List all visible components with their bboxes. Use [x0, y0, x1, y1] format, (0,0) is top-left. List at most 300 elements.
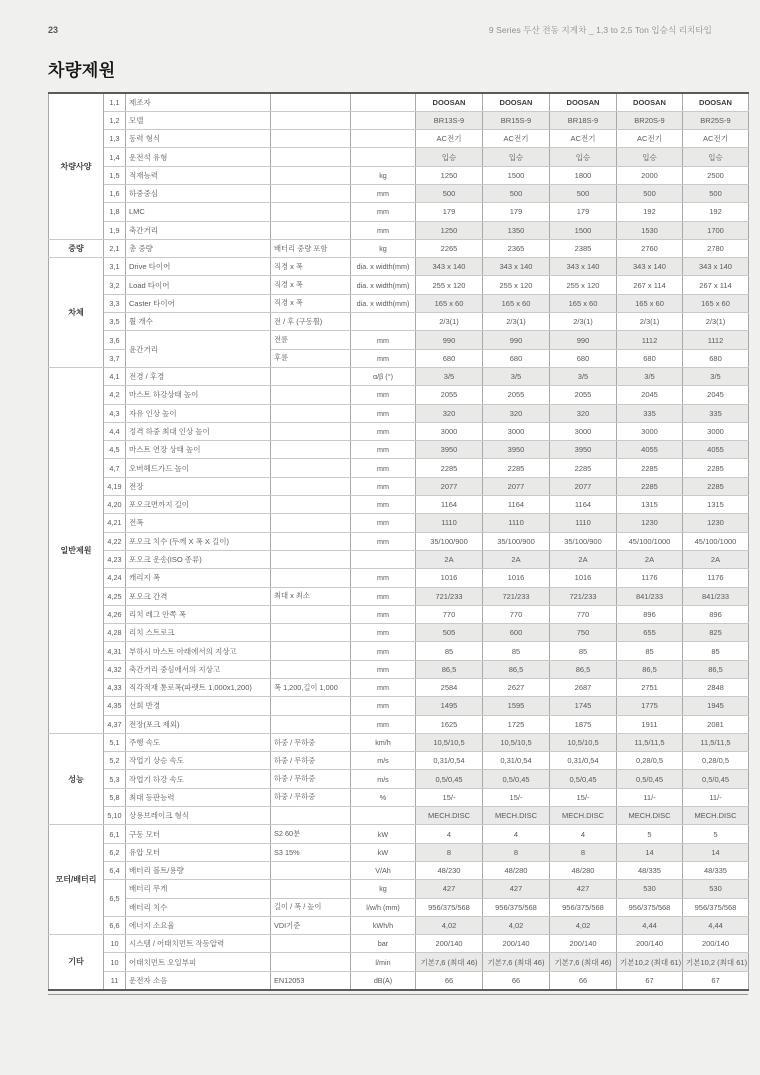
row-number: 3,6 — [104, 331, 126, 349]
value-cell: 2/3(1) — [483, 313, 550, 331]
row-label: 운전자 소음 — [126, 971, 271, 989]
row-label: 선회 반경 — [126, 697, 271, 715]
value-cell: 721/233 — [550, 587, 617, 605]
row-number: 5,2 — [104, 752, 126, 770]
value-cell: DOOSAN — [550, 93, 617, 111]
value-cell: 2045 — [617, 386, 683, 404]
row-sublabel: 하중 / 무하중 — [271, 770, 351, 788]
row-sublabel: 전 / 후 (구동휠) — [271, 313, 351, 331]
row-unit: % — [351, 788, 416, 806]
row-sublabel — [271, 697, 351, 715]
row-sublabel — [271, 660, 351, 678]
row-number: 5,8 — [104, 788, 126, 806]
table-row — [49, 935, 749, 953]
row-label: 축간거리 — [126, 221, 271, 239]
value-cell: 2285 — [683, 459, 749, 477]
row-number: 1,5 — [104, 166, 126, 184]
row-unit — [351, 93, 416, 111]
row-label: 하중중심 — [126, 184, 271, 202]
value-cell: 320 — [483, 404, 550, 422]
value-cell: 45/100/1000 — [683, 532, 749, 550]
value-cell: 427 — [550, 880, 617, 898]
row-sublabel: 하중 / 무하중 — [271, 733, 351, 751]
row-label: 전장 — [126, 477, 271, 495]
value-cell: 45/100/1000 — [617, 532, 683, 550]
value-cell: AC전기 — [617, 130, 683, 148]
value-cell: 85 — [483, 642, 550, 660]
value-cell: 1016 — [416, 569, 483, 587]
row-number: 4,1 — [104, 367, 126, 385]
row-unit: mm — [351, 203, 416, 221]
row-unit: mm — [351, 569, 416, 587]
row-label: 리치 레그 안쪽 폭 — [126, 605, 271, 623]
row-sublabel: 폭 1,200,길이 1,000 — [271, 679, 351, 697]
value-cell: DOOSAN — [617, 93, 683, 111]
value-cell: 427 — [416, 880, 483, 898]
value-cell: 335 — [683, 404, 749, 422]
value-cell: BR25S-9 — [683, 111, 749, 129]
spec-table-body — [49, 93, 749, 990]
row-sublabel — [271, 532, 351, 550]
table-row — [49, 660, 749, 678]
table-row — [49, 624, 749, 642]
row-unit: V/Ah — [351, 861, 416, 879]
value-cell: 1164 — [483, 496, 550, 514]
row-sublabel — [271, 807, 351, 825]
row-sublabel — [271, 861, 351, 879]
value-cell: 2/3(1) — [550, 313, 617, 331]
row-number: 5,3 — [104, 770, 126, 788]
value-cell: 165 x 60 — [683, 294, 749, 312]
value-cell: 3950 — [483, 441, 550, 459]
value-cell: 721/233 — [416, 587, 483, 605]
row-unit: α/β (°) — [351, 367, 416, 385]
value-cell: BR15S-9 — [483, 111, 550, 129]
value-cell: 680 — [550, 349, 617, 367]
row-sublabel: EN12053 — [271, 971, 351, 989]
value-cell: 2077 — [483, 477, 550, 495]
value-cell: 4,44 — [683, 916, 749, 934]
spec-table — [48, 92, 749, 991]
value-cell: 8 — [416, 843, 483, 861]
value-cell: 500 — [683, 184, 749, 202]
row-label: 부하시 마스트 아래에서의 지상고 — [126, 642, 271, 660]
row-label: 전폭 — [126, 514, 271, 532]
value-cell: 35/100/900 — [483, 532, 550, 550]
row-label: 오버헤드가드 높이 — [126, 459, 271, 477]
page-header — [48, 24, 712, 36]
row-label: 정격 하중 최대 인상 높이 — [126, 422, 271, 440]
row-number: 4,7 — [104, 459, 126, 477]
row-sublabel — [271, 550, 351, 568]
value-cell: 11/- — [683, 788, 749, 806]
value-cell: DOOSAN — [416, 93, 483, 111]
value-cell: 15/- — [550, 788, 617, 806]
table-row — [49, 459, 749, 477]
row-sublabel — [271, 935, 351, 953]
value-cell: 680 — [617, 349, 683, 367]
table-row — [49, 221, 749, 239]
value-cell: 14 — [683, 843, 749, 861]
value-cell: 2A — [683, 550, 749, 568]
value-cell: 770 — [416, 605, 483, 623]
value-cell: 1176 — [683, 569, 749, 587]
value-cell: 2584 — [416, 679, 483, 697]
row-label: 주행 속도 — [126, 733, 271, 751]
row-sublabel — [271, 184, 351, 202]
table-row — [49, 733, 749, 751]
table-row — [49, 807, 749, 825]
row-number: 4,26 — [104, 605, 126, 623]
row-label: 배터리 치수 — [126, 898, 271, 916]
value-cell: 14 — [617, 843, 683, 861]
row-label: 구동 모터 — [126, 825, 271, 843]
row-number: 4,28 — [104, 624, 126, 642]
row-sublabel — [271, 880, 351, 898]
value-cell: 2285 — [617, 459, 683, 477]
row-number: 1,6 — [104, 184, 126, 202]
value-cell: 4 — [416, 825, 483, 843]
row-number: 4,5 — [104, 441, 126, 459]
table-row — [49, 679, 749, 697]
row-label: 전경 / 후경 — [126, 367, 271, 385]
value-cell: 입승 — [416, 148, 483, 166]
value-cell: 770 — [483, 605, 550, 623]
value-cell: 입승 — [617, 148, 683, 166]
table-row — [49, 916, 749, 934]
section-group-label: 모터/배터리 — [49, 825, 104, 935]
section-group-label: 차체 — [49, 258, 104, 368]
row-unit: mm — [351, 642, 416, 660]
row-label: Drive 타이어 — [126, 258, 271, 276]
row-label: Load 타이어 — [126, 276, 271, 294]
row-number: 4,37 — [104, 715, 126, 733]
value-cell: 990 — [550, 331, 617, 349]
section-group-label: 중량 — [49, 239, 104, 257]
table-row — [49, 130, 749, 148]
row-unit: mm — [351, 514, 416, 532]
row-sublabel: 직경 x 폭 — [271, 258, 351, 276]
table-row — [49, 404, 749, 422]
value-cell: 1230 — [683, 514, 749, 532]
value-cell: 2045 — [683, 386, 749, 404]
table-row — [49, 752, 749, 770]
row-number: 4,22 — [104, 532, 126, 550]
row-unit: kW — [351, 843, 416, 861]
value-cell: 1700 — [683, 221, 749, 239]
value-cell: 2500 — [683, 166, 749, 184]
value-cell: 48/280 — [483, 861, 550, 879]
value-cell: 2627 — [483, 679, 550, 697]
value-cell: 1110 — [416, 514, 483, 532]
row-label: 캐리지 폭 — [126, 569, 271, 587]
value-cell: 1110 — [550, 514, 617, 532]
value-cell: 267 x 114 — [617, 276, 683, 294]
row-unit: kg — [351, 880, 416, 898]
table-row — [49, 550, 749, 568]
value-cell: 255 x 120 — [416, 276, 483, 294]
table-row — [49, 477, 749, 495]
row-label: 전장(포크 제외) — [126, 715, 271, 733]
section-group-label: 성능 — [49, 733, 104, 824]
value-cell: 0,31/0,54 — [550, 752, 617, 770]
value-cell: 1945 — [683, 697, 749, 715]
row-label: 축간거리 중심에서의 지상고 — [126, 660, 271, 678]
value-cell: 0,5/0,45 — [617, 770, 683, 788]
value-cell: 1500 — [550, 221, 617, 239]
row-unit: l/w/h (mm) — [351, 898, 416, 916]
value-cell: DOOSAN — [483, 93, 550, 111]
row-sublabel — [271, 386, 351, 404]
row-sublabel — [271, 496, 351, 514]
value-cell: MECH.DISC — [416, 807, 483, 825]
value-cell: 1530 — [617, 221, 683, 239]
value-cell: MECH.DISC — [617, 807, 683, 825]
value-cell: 2/3(1) — [683, 313, 749, 331]
table-row — [49, 239, 749, 257]
value-cell: 85 — [683, 642, 749, 660]
row-label: 포오크 치수 (두께 X 폭 X 길이) — [126, 532, 271, 550]
value-cell: 기본7,6 (최대 46) — [416, 953, 483, 971]
value-cell: 85 — [550, 642, 617, 660]
row-number: 4,23 — [104, 550, 126, 568]
value-cell: 165 x 60 — [617, 294, 683, 312]
value-cell: 500 — [617, 184, 683, 202]
row-unit: mm — [351, 459, 416, 477]
table-row — [49, 605, 749, 623]
value-cell: 2A — [416, 550, 483, 568]
row-label: 유압 모터 — [126, 843, 271, 861]
value-cell: 66 — [550, 971, 617, 989]
value-cell: 200/140 — [683, 935, 749, 953]
value-cell: 1800 — [550, 166, 617, 184]
row-number: 3,2 — [104, 276, 126, 294]
value-cell: 2/3(1) — [416, 313, 483, 331]
value-cell: 10,5/10,5 — [550, 733, 617, 751]
value-cell: AC전기 — [683, 130, 749, 148]
row-sublabel: 후륜 — [271, 349, 351, 367]
row-unit: mm — [351, 441, 416, 459]
row-number: 4,3 — [104, 404, 126, 422]
row-number: 3,1 — [104, 258, 126, 276]
value-cell: 530 — [683, 880, 749, 898]
row-unit: km/h — [351, 733, 416, 751]
value-cell: 5 — [617, 825, 683, 843]
value-cell: 5 — [683, 825, 749, 843]
value-cell: 0,28/0,5 — [683, 752, 749, 770]
row-unit: m/s — [351, 770, 416, 788]
row-unit: mm — [351, 715, 416, 733]
value-cell: 192 — [617, 203, 683, 221]
value-cell: 1176 — [617, 569, 683, 587]
table-row — [49, 953, 749, 971]
value-cell: 4055 — [617, 441, 683, 459]
value-cell: 4,02 — [416, 916, 483, 934]
value-cell: 200/140 — [550, 935, 617, 953]
row-label: 포오크면까지 길이 — [126, 496, 271, 514]
row-number: 5,10 — [104, 807, 126, 825]
row-label: 포오크 운송(ISO 종류) — [126, 550, 271, 568]
value-cell: 35/100/900 — [550, 532, 617, 550]
value-cell: 990 — [483, 331, 550, 349]
value-cell: 721/233 — [483, 587, 550, 605]
row-sublabel — [271, 441, 351, 459]
row-number: 3,3 — [104, 294, 126, 312]
value-cell: 655 — [617, 624, 683, 642]
value-cell: 2285 — [617, 477, 683, 495]
value-cell: 500 — [416, 184, 483, 202]
value-cell: 2848 — [683, 679, 749, 697]
row-number: 1,8 — [104, 203, 126, 221]
table-row — [49, 697, 749, 715]
value-cell: 2780 — [683, 239, 749, 257]
value-cell: 750 — [550, 624, 617, 642]
value-cell: 2751 — [617, 679, 683, 697]
row-unit: mm — [351, 221, 416, 239]
value-cell: 입승 — [483, 148, 550, 166]
row-number: 10 — [104, 953, 126, 971]
value-cell: 3/5 — [483, 367, 550, 385]
value-cell: 2055 — [483, 386, 550, 404]
row-sublabel: 길이 / 폭 / 높이 — [271, 898, 351, 916]
row-number: 6,5 — [104, 880, 126, 917]
table-row — [49, 111, 749, 129]
row-label: 에너지 소요율 — [126, 916, 271, 934]
value-cell: 입승 — [683, 148, 749, 166]
value-cell: 1250 — [416, 166, 483, 184]
value-cell: 4055 — [683, 441, 749, 459]
row-number: 4,4 — [104, 422, 126, 440]
value-cell: 0,31/0,54 — [416, 752, 483, 770]
value-cell: 3000 — [683, 422, 749, 440]
table-row — [49, 642, 749, 660]
section-group-label: 차량사양 — [49, 93, 104, 239]
value-cell: 1595 — [483, 697, 550, 715]
table-bottom-rule — [48, 994, 748, 995]
row-number: 3,5 — [104, 313, 126, 331]
value-cell: 320 — [550, 404, 617, 422]
value-cell: 165 x 60 — [483, 294, 550, 312]
row-number: 6,6 — [104, 916, 126, 934]
value-cell: 343 x 140 — [617, 258, 683, 276]
value-cell: 427 — [483, 880, 550, 898]
row-label: 총 중량 — [126, 239, 271, 257]
value-cell: MECH.DISC — [483, 807, 550, 825]
value-cell: 896 — [617, 605, 683, 623]
value-cell: 3000 — [550, 422, 617, 440]
row-sublabel: 직경 x 폭 — [271, 276, 351, 294]
value-cell: 3/5 — [416, 367, 483, 385]
row-unit: l/min — [351, 953, 416, 971]
value-cell: 1500 — [483, 166, 550, 184]
row-sublabel — [271, 569, 351, 587]
row-number: 4,35 — [104, 697, 126, 715]
row-label: 어태치먼트 오일부피 — [126, 953, 271, 971]
row-sublabel: 배터리 중량 포함 — [271, 239, 351, 257]
value-cell: 2055 — [550, 386, 617, 404]
row-number: 11 — [104, 971, 126, 989]
value-cell: 85 — [617, 642, 683, 660]
table-row — [49, 422, 749, 440]
table-row — [49, 203, 749, 221]
row-label: 모델 — [126, 111, 271, 129]
row-unit: mm — [351, 184, 416, 202]
row-sublabel — [271, 514, 351, 532]
table-row — [49, 294, 749, 312]
row-label: 동력 형식 — [126, 130, 271, 148]
row-unit: mm — [351, 605, 416, 623]
row-label: 포오크 간격 — [126, 587, 271, 605]
row-unit — [351, 148, 416, 166]
page-number: 23 — [48, 25, 59, 35]
value-cell: 48/335 — [683, 861, 749, 879]
row-label: 제조자 — [126, 93, 271, 111]
value-cell: 1315 — [683, 496, 749, 514]
row-number: 4,19 — [104, 477, 126, 495]
row-unit — [351, 130, 416, 148]
value-cell: 86,5 — [483, 660, 550, 678]
value-cell: 1230 — [617, 514, 683, 532]
table-row — [49, 313, 749, 331]
value-cell: 1350 — [483, 221, 550, 239]
row-sublabel — [271, 422, 351, 440]
value-cell: BR20S-9 — [617, 111, 683, 129]
value-cell: 3/5 — [683, 367, 749, 385]
row-number: 4,32 — [104, 660, 126, 678]
value-cell: 2A — [550, 550, 617, 568]
row-number: 2,1 — [104, 239, 126, 257]
value-cell: 841/233 — [617, 587, 683, 605]
value-cell: 956/375/568 — [683, 898, 749, 916]
value-cell: 1110 — [483, 514, 550, 532]
value-cell: 1775 — [617, 697, 683, 715]
row-sublabel — [271, 93, 351, 111]
row-label: 작업기 상승 속도 — [126, 752, 271, 770]
row-unit: mm — [351, 477, 416, 495]
value-cell: 200/140 — [617, 935, 683, 953]
value-cell: 3000 — [483, 422, 550, 440]
value-cell: 1495 — [416, 697, 483, 715]
value-cell: 1112 — [683, 331, 749, 349]
value-cell: 0,5/0,45 — [416, 770, 483, 788]
row-label: 윤간거리 — [126, 331, 271, 368]
row-unit: mm — [351, 422, 416, 440]
table-row — [49, 587, 749, 605]
section-group-label: 일반제원 — [49, 367, 104, 733]
table-row — [49, 898, 749, 916]
value-cell: 2081 — [683, 715, 749, 733]
row-sublabel: 하중 / 무하중 — [271, 752, 351, 770]
value-cell: 500 — [483, 184, 550, 202]
value-cell: 335 — [617, 404, 683, 422]
row-number: 1,9 — [104, 221, 126, 239]
table-row — [49, 166, 749, 184]
row-label: 마스트 연장 상태 높이 — [126, 441, 271, 459]
value-cell: 343 x 140 — [483, 258, 550, 276]
row-sublabel — [271, 605, 351, 623]
row-label: 마스트 하강상태 높이 — [126, 386, 271, 404]
value-cell: 11,5/11,5 — [683, 733, 749, 751]
value-cell: 1016 — [550, 569, 617, 587]
value-cell: 1911 — [617, 715, 683, 733]
table-row — [49, 788, 749, 806]
value-cell: 1625 — [416, 715, 483, 733]
table-row — [49, 441, 749, 459]
row-number: 1,3 — [104, 130, 126, 148]
value-cell: 기본10,2 (최대 61) — [683, 953, 749, 971]
value-cell: 1164 — [550, 496, 617, 514]
value-cell: 2285 — [416, 459, 483, 477]
